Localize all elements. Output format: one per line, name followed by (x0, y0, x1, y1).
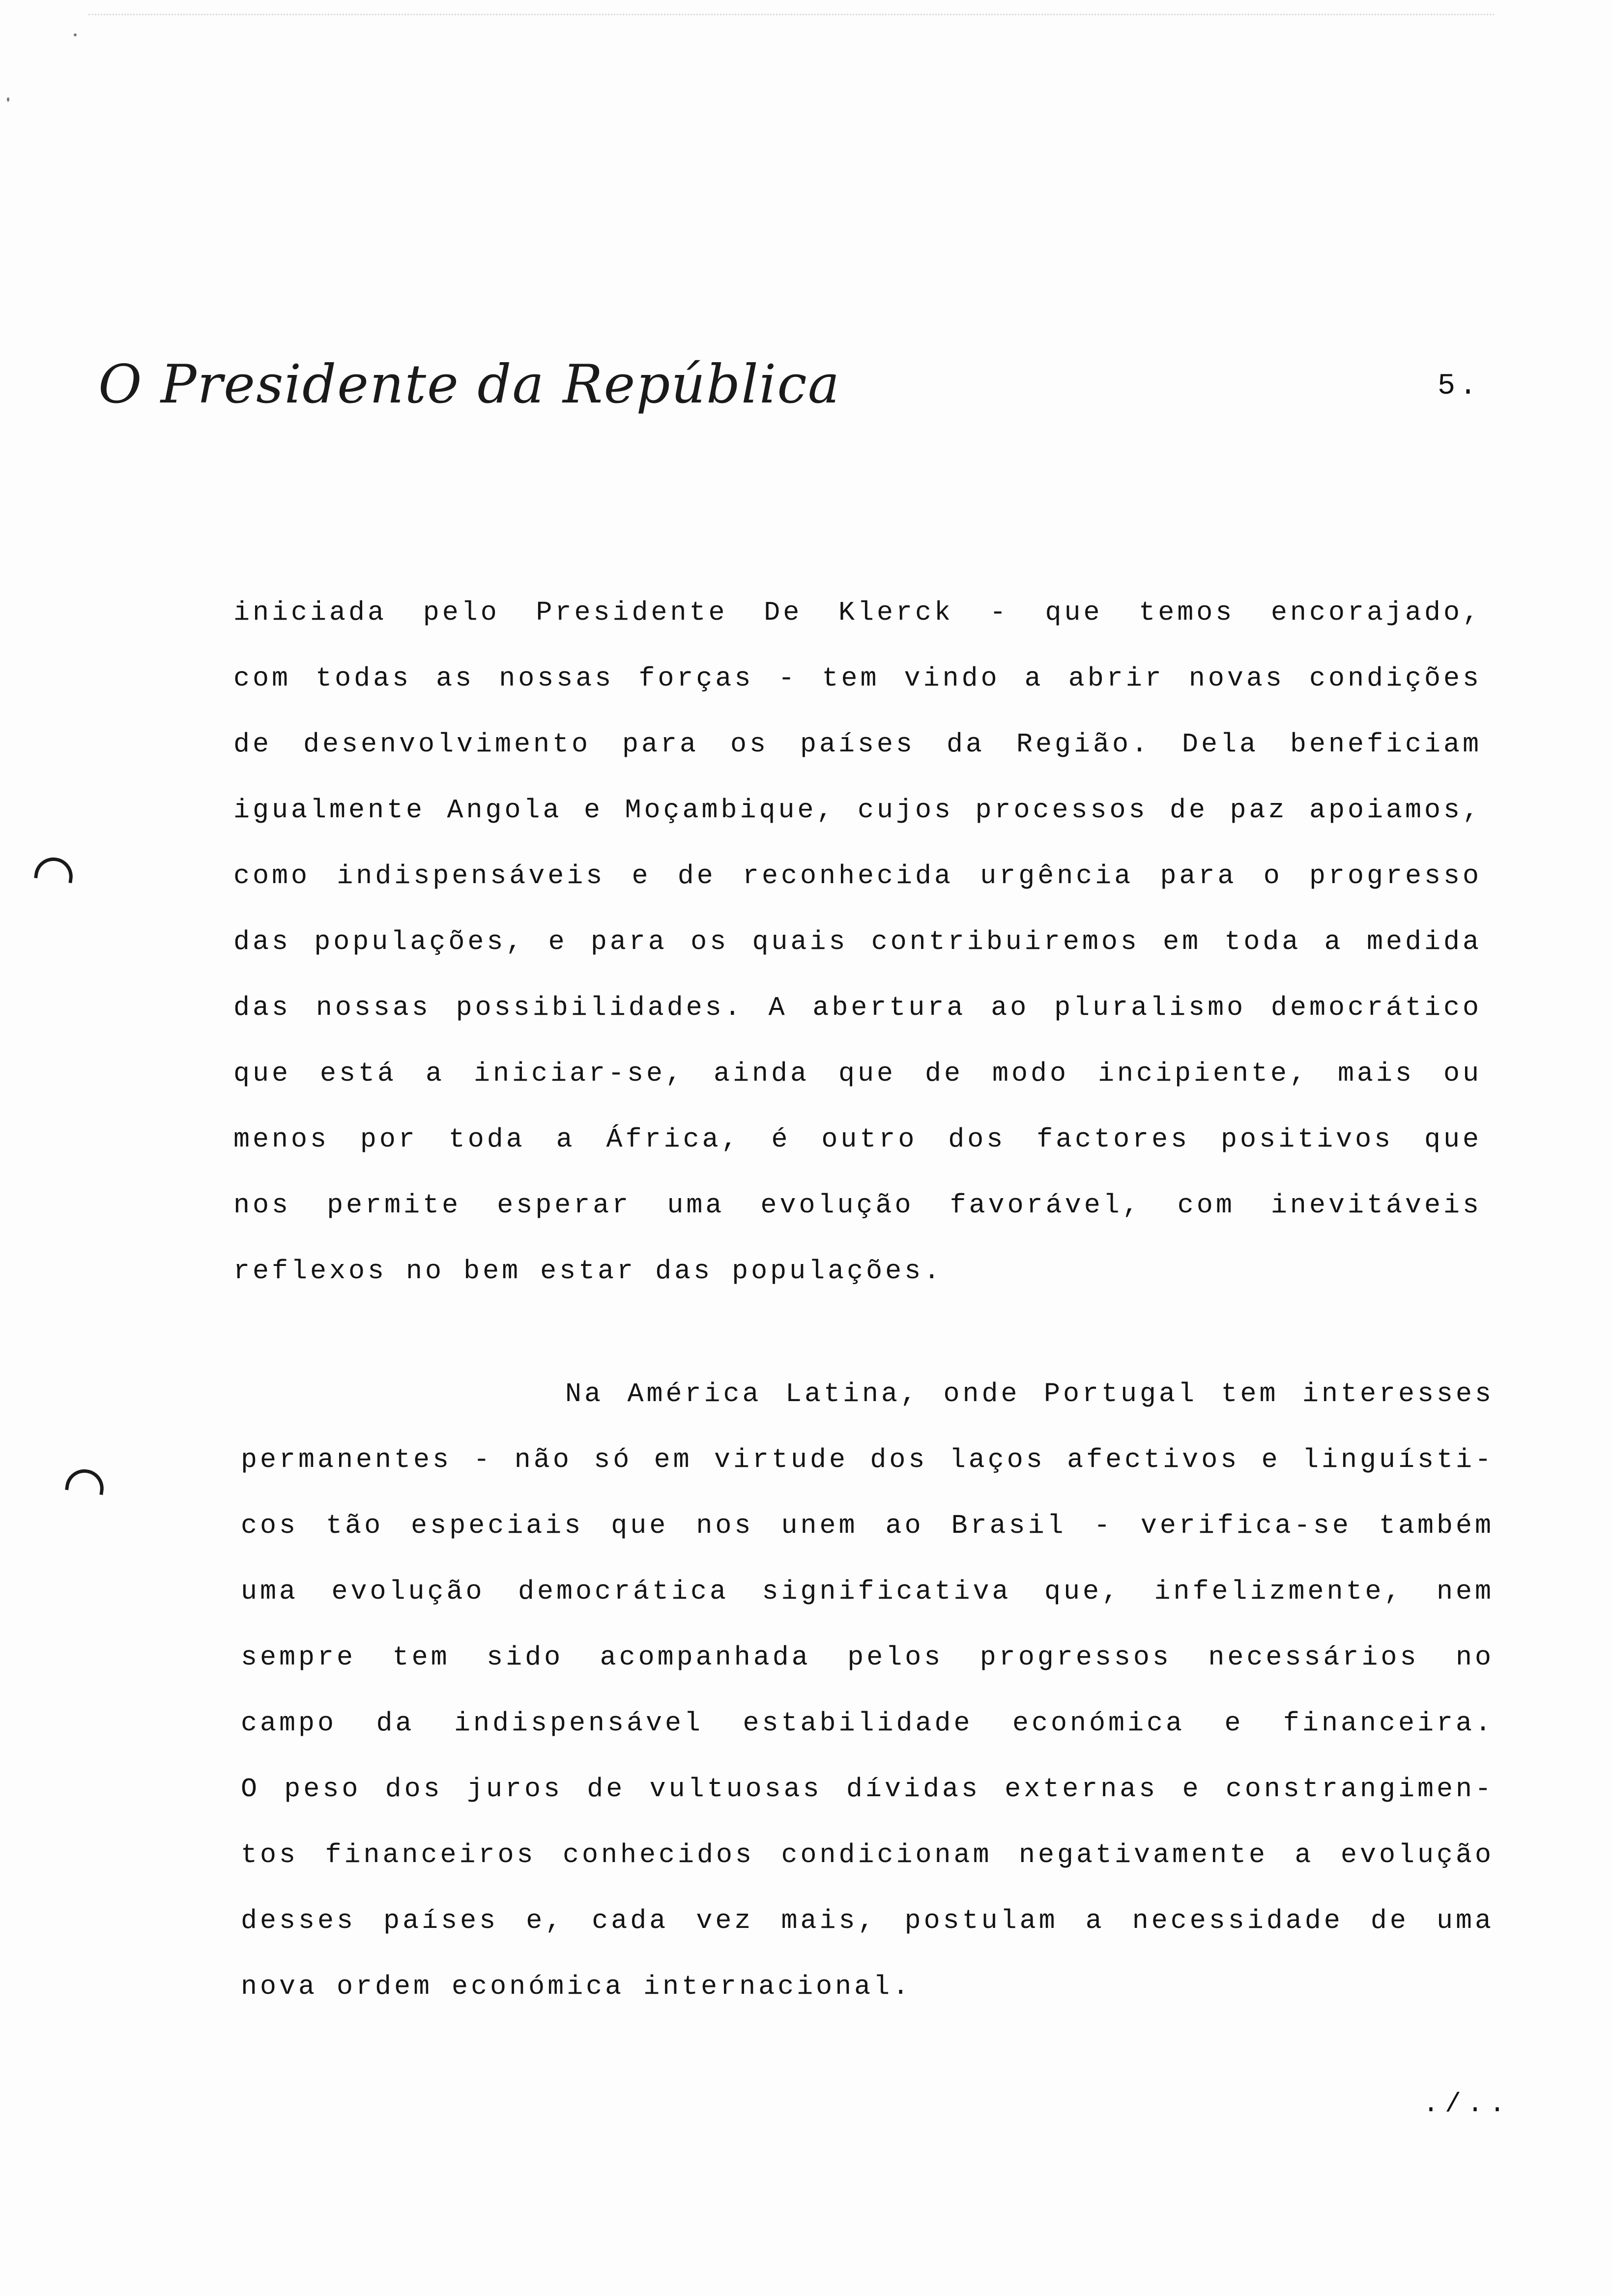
paragraph-latin-america (241, 1361, 1494, 2020)
scan-speck (74, 33, 77, 36)
scan-edge-artifact (88, 14, 1494, 18)
text-line: das populações, e para os quais contribuiremos em toda a medida (233, 926, 1482, 957)
scan-speck (7, 97, 9, 102)
text-line: de desenvolvimento para os países da Região. Dela beneficiam (233, 729, 1482, 760)
text-line: O peso dos juros de vultuosas dívidas externas e constrangimen- (241, 1774, 1494, 1805)
punch-hole-mark (34, 855, 75, 883)
text-line: cos tão especiais que nos unem ao Brasil - verifica-se também (241, 1510, 1494, 1541)
page-number: 5. (1438, 370, 1481, 403)
letterhead-title: O Presidente da República (98, 354, 841, 415)
text-line: nova ordem económica internacional. (241, 1971, 912, 2002)
text-line: menos por toda a África, é outro dos factores positivos que (233, 1124, 1482, 1155)
paragraph-africa (233, 580, 1482, 1304)
text-line: como indispensáveis e de reconhecida urgência para o progresso (233, 861, 1482, 891)
text-line: iniciada pelo Presidente De Klerck - que temos encorajado, (233, 597, 1482, 628)
text-line: uma evolução democrática significativa que, infelizmente, nem (241, 1576, 1494, 1607)
text-line: tos financeiros conhecidos condicionam negativamente a evolução (241, 1839, 1494, 1870)
text-line: sempre tem sido acompanhada pelos progressos necessários no (241, 1642, 1494, 1673)
text-line: das nossas possibilidades. A abertura ao pluralismo democrático (233, 992, 1482, 1023)
continuation-mark: ./.. (1423, 2089, 1512, 2120)
punch-hole-mark (65, 1467, 106, 1495)
text-line: igualmente Angola e Moçambique, cujos processos de paz apoiamos, (233, 795, 1482, 826)
text-line: nos permite esperar uma evolução favorável, com inevitáveis (233, 1190, 1482, 1221)
text-line: permanentes - não só em virtude dos laços afectivos e linguísti- (241, 1444, 1494, 1475)
text-line: desses países e, cada vez mais, postulam a necessidade de uma (241, 1905, 1494, 1936)
text-line: reflexos no bem estar das populações. (233, 1256, 943, 1287)
text-line: que está a iniciar-se, ainda que de modo incipiente, mais ou (233, 1058, 1482, 1089)
text-line: campo da indispensável estabilidade económica e financeira. (241, 1708, 1494, 1739)
text-line: com todas as nossas forças - tem vindo a abrir novas condições (233, 663, 1482, 694)
text-line: Na América Latina, onde Portugal tem interesses (565, 1378, 1494, 1409)
